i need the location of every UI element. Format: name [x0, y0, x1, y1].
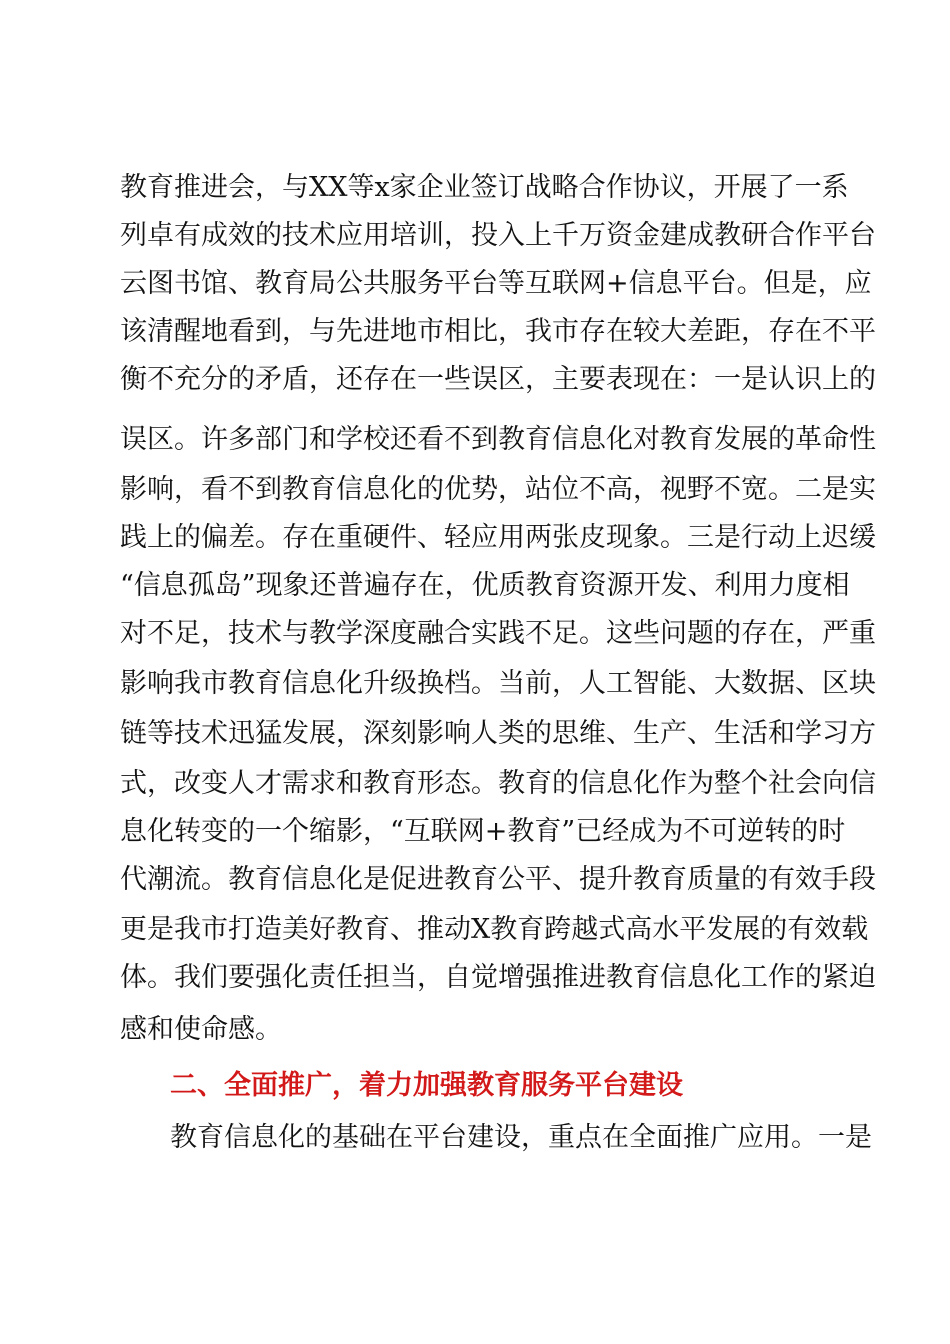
paragraph-line: 体。我们要强化责任担当，自觉增强推进教育信息化工作的紧迫 [120, 962, 876, 993]
paragraph-line: 息化转变的一个缩影，“互联网+教育”已经成为不可逆转的时 [120, 816, 846, 847]
paragraph-line: 代潮流。教育信息化是促进教育公平、提升教育质量的有效手段 [120, 864, 876, 895]
paragraph-line: 列卓有成效的技术应用培训，投入上千万资金建成教研合作平台 [120, 220, 876, 251]
paragraph-line: 该清醒地看到，与先进地市相比，我市存在较大差距，存在不平 [120, 316, 876, 347]
paragraph-line: 式，改变人才需求和教育形态。教育的信息化作为整个社会向信 [120, 768, 876, 799]
paragraph-line: 影响，看不到教育信息化的优势，站位不高，视野不宽。二是实 [120, 474, 876, 505]
section-heading: 二、全面推广，着力加强教育服务平台建设 [170, 1070, 683, 1101]
section-first-line: 教育信息化的基础在平台建设，重点在全面推广应用。一是 [170, 1122, 872, 1153]
paragraph-line: 误区。许多部门和学校还看不到教育信息化对教育发展的革命性 [120, 424, 876, 455]
paragraph-line: 影响我市教育信息化升级换档。当前，人工智能、大数据、区块 [120, 668, 876, 699]
paragraph-line: 更是我市打造美好教育、推动X教育跨越式高水平发展的有效载 [120, 914, 869, 945]
paragraph-line: “信息孤岛”现象还普遍存在，优质教育资源开发、利用力度相 [120, 570, 850, 601]
paragraph-line: 衡不充分的矛盾，还存在一些误区，主要表现在：一是认识上的 [120, 364, 876, 395]
paragraph-line: 践上的偏差。存在重硬件、轻应用两张皮现象。三是行动上迟缓 [120, 522, 876, 553]
paragraph-line: 教育推进会，与XX等x家企业签订战略合作协议，开展了一系 [120, 172, 849, 203]
paragraph-line: 对不足，技术与教学深度融合实践不足。这些问题的存在，严重 [120, 618, 876, 649]
paragraph-line: 感和使命感。 [120, 1014, 282, 1045]
paragraph-line: 链等技术迅猛发展，深刻影响人类的思维、生产、生活和学习方 [120, 718, 876, 749]
paragraph-line: 云图书馆、教育局公共服务平台等互联网+信息平台。但是，应 [120, 268, 872, 299]
